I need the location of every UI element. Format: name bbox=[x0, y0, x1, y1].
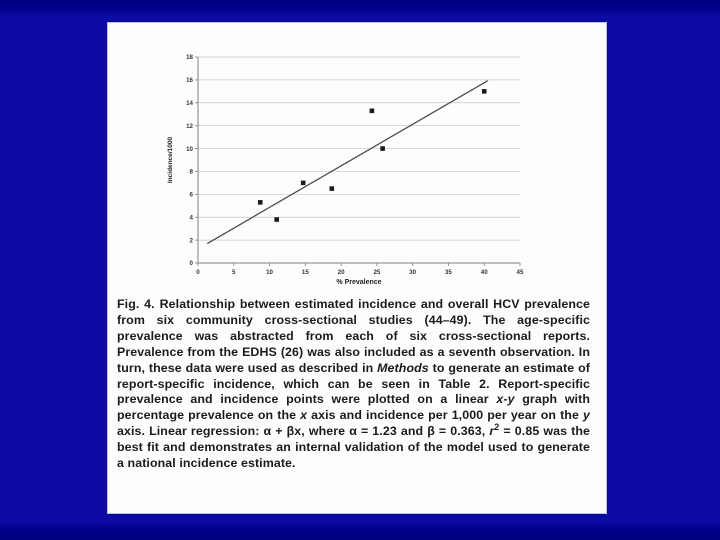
caption-x-italic: x bbox=[300, 408, 308, 423]
figure-caption bbox=[117, 297, 590, 472]
y-tick-label: 4 bbox=[189, 214, 193, 222]
y-tick-label: 14 bbox=[186, 99, 193, 107]
y-tick-label: 16 bbox=[186, 77, 193, 85]
caption-r-squared-sup: 2 bbox=[494, 422, 500, 433]
y-axis-label: Incidence/1000 bbox=[167, 136, 174, 184]
scatter-plot-svg bbox=[108, 23, 606, 295]
caption-text: axis. Linear regression: α + βx, where α = 1.23 and β = 0.363, bbox=[117, 424, 490, 439]
caption-xy-italic: x-y bbox=[496, 392, 515, 407]
y-tick-label: 6 bbox=[189, 191, 193, 199]
data-point bbox=[274, 217, 279, 222]
x-axis-label: % Prevalence bbox=[336, 279, 382, 286]
caption-y-italic: y bbox=[582, 408, 590, 423]
caption-text: to generate an estimate of report-specific incidence, which can be seen in Table 2. Report-specific prevalence and incidence points were plotted on a linear bbox=[117, 360, 590, 407]
slide-top-band bbox=[0, 0, 720, 16]
data-point bbox=[370, 108, 375, 113]
caption-text: Relationship between estimated incidence and overall HCV prevalence from six community cross-sectional studies (44–49). The age-specific prevalence was abstracted from each of six cross-sectional reports. Prevalence from the EDHS (26) was also included as a seventh observation. In turn, these data were used as described in bbox=[117, 297, 591, 375]
y-tick-label: 0 bbox=[189, 260, 193, 268]
x-tick-label: 15 bbox=[301, 269, 309, 276]
data-point bbox=[301, 181, 306, 186]
y-tick-label: 10 bbox=[186, 145, 193, 153]
x-tick-label: 5 bbox=[232, 269, 236, 276]
trend-line bbox=[207, 81, 487, 244]
x-tick-label: 10 bbox=[266, 269, 274, 276]
slide-bottom-band bbox=[0, 521, 720, 540]
scatter-chart bbox=[108, 23, 606, 295]
caption-text: graph with percentage prevalence on the bbox=[117, 392, 590, 423]
x-tick-label: 35 bbox=[444, 269, 452, 276]
y-tick-label: 2 bbox=[189, 237, 193, 245]
caption-methods-italic: Methods bbox=[377, 360, 429, 375]
data-point bbox=[330, 186, 335, 191]
x-tick-label: 30 bbox=[409, 269, 417, 276]
caption-fig-label: Fig. 4. bbox=[117, 297, 155, 311]
caption-text: axis and incidence per 1,000 per year on the bbox=[307, 408, 583, 423]
figure-panel bbox=[107, 22, 607, 514]
y-tick-label: 18 bbox=[186, 54, 193, 62]
data-point bbox=[258, 200, 263, 205]
x-tick-label: 20 bbox=[337, 269, 345, 276]
y-tick-label: 12 bbox=[186, 122, 193, 130]
data-point bbox=[380, 146, 385, 151]
data-point bbox=[482, 89, 487, 94]
x-tick-label: 45 bbox=[516, 269, 524, 276]
x-tick-label: 0 bbox=[196, 269, 200, 276]
caption-text: = 0.85 was the best fit and demonstrates an internal validation of the model used to generate a national incidence estimate. bbox=[117, 424, 590, 471]
x-tick-label: 25 bbox=[373, 269, 381, 276]
y-tick-label: 8 bbox=[189, 168, 193, 176]
caption-r-italic: r bbox=[489, 424, 495, 439]
x-tick-label: 40 bbox=[480, 269, 488, 276]
